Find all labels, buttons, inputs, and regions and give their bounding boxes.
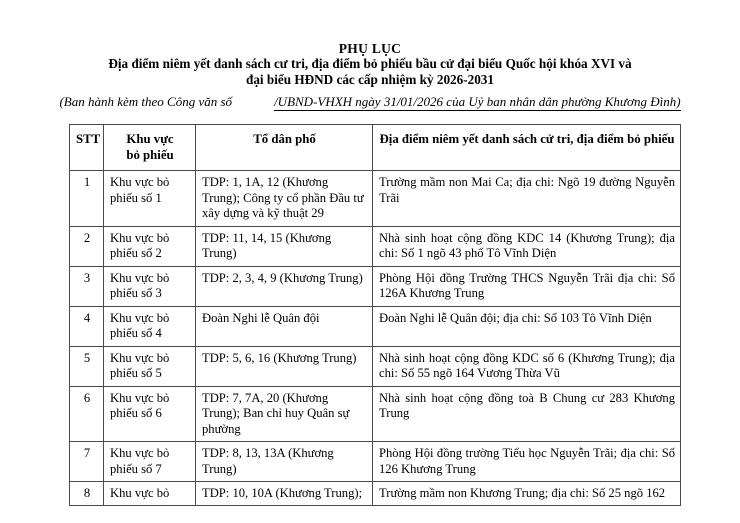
cell-tdp: TDP: 5, 6, 16 (Khương Trung) (196, 346, 373, 386)
table-row (70, 306, 681, 346)
cell-area-line-2: phiếu số 3 (110, 286, 162, 300)
cell-area-line-1: Khu vực bỏ (110, 175, 170, 189)
cell-area (104, 386, 196, 442)
table-header (70, 125, 681, 171)
cell-location: Phòng Hội đồng trường Tiểu học Nguyễn Trãi; địa chi: Số 126 Khương Trung (373, 442, 681, 482)
cell-area (104, 171, 196, 227)
cell-tdp: TDP: 7, 7A, 20 (Khương Trung); Ban chỉ huy Quân sự phường (196, 386, 373, 442)
cell-stt: 4 (70, 306, 104, 346)
appendix-table (69, 124, 681, 506)
cell-area-line-2: phiếu số 5 (110, 366, 162, 380)
cell-area-line-1: Khu vực bỏ (110, 310, 170, 325)
cell-location: Đoàn Nghi lễ Quân đội; địa chi: Số 103 Tô Vĩnh Diện (373, 306, 681, 346)
cell-area-line-1: Khu vực bỏ (110, 390, 170, 405)
column-header-stt: STT (70, 125, 104, 171)
cell-area-line-1: Khu vực bỏ (110, 486, 170, 500)
table-row (70, 442, 681, 482)
document-kicker: PHỤ LỤC (338, 41, 402, 56)
cell-area-line-1: Khu vực bỏ (110, 230, 170, 245)
cell-stt: 8 (70, 482, 104, 506)
cell-tdp: TDP: 1, 1A, 12 (Khương Trung); Công ty cổ phần Đầu tư xây dựng và kỹ thuật 29 (196, 171, 373, 227)
cell-area-line-2: phiếu số 7 (110, 461, 162, 476)
cell-area-line-2: phiếu số 6 (110, 406, 162, 420)
cell-stt: 5 (70, 346, 104, 386)
document-title-line-1: Địa điểm niêm yết danh sách cư tri, địa điểm bỏ phiếu bầu cử đại biểu Quốc hội khóa XVI và (108, 56, 632, 71)
column-header-tdp: Tổ dân phố (196, 125, 373, 171)
cell-tdp: Đoàn Nghi lễ Quân đội (196, 306, 373, 346)
cell-location: Phòng Hội đồng Trường THCS Nguyễn Trãi địa chi: Số 126A Khương Trung (373, 266, 681, 306)
cell-location: Trường mầm non Khương Trung; địa chi: Số 25 ngõ 162 (373, 482, 681, 506)
table-row (70, 386, 681, 442)
cell-stt: 3 (70, 266, 104, 306)
cell-area (104, 266, 196, 306)
document-title-line-2: đại biểu HĐND các cấp nhiệm kỳ 2026-2031 (245, 71, 494, 87)
cell-location: Nhà sinh hoạt cộng đồng KDC 14 (Khương Trung); địa chi: Số 1 ngõ 43 phố Tô Vĩnh Diện (373, 226, 681, 266)
appendix-table-container (0, 124, 740, 506)
cell-location: Trường mầm non Mai Ca; địa chi: Ngõ 19 đường Nguyễn Trãi (373, 171, 681, 227)
cell-area-line-2: phiếu số 4 (110, 326, 162, 340)
cell-area-line-1: Khu vực bỏ (110, 446, 170, 460)
column-header-area-line-1: Khu vực (126, 132, 174, 146)
cell-tdp: TDP: 8, 13, 13A (Khương Trung) (196, 442, 373, 482)
cell-area (104, 306, 196, 346)
table-row (70, 226, 681, 266)
cell-location: Nhà sinh hoạt cộng đồng toà B Chung cư 283 Khương Trung (373, 386, 681, 442)
table-body (70, 171, 681, 506)
issuing-note-suffix: /UBND-VHXH ngày 31/01/2026 của Uỷ ban nhân dân phường Khương Đình) (274, 94, 681, 109)
cell-area (104, 482, 196, 506)
table-header-row (70, 125, 681, 171)
cell-area-line-2: phiếu số 2 (110, 246, 162, 260)
table-row (70, 171, 681, 227)
cell-stt: 7 (70, 442, 104, 482)
cell-tdp: TDP: 2, 3, 4, 9 (Khương Trung) (196, 266, 373, 306)
table-row (70, 266, 681, 306)
cell-area (104, 346, 196, 386)
cell-area-line-1: Khu vực bỏ (110, 350, 170, 365)
table-row (70, 346, 681, 386)
cell-area-line-1: Khu vực bỏ (110, 270, 170, 285)
cell-stt: 1 (70, 171, 104, 227)
column-header-area-line-2: bỏ phiếu (126, 147, 174, 162)
column-header-area (104, 125, 196, 171)
document-heading (0, 0, 740, 110)
issuing-note-prefix: (Ban hành kèm theo Công văn số (59, 94, 233, 109)
cell-area-line-2: phiếu số 1 (110, 190, 162, 205)
cell-stt: 6 (70, 386, 104, 442)
cell-tdp: TDP: 11, 14, 15 (Khương Trung) (196, 226, 373, 266)
cell-location: Nhà sinh hoạt cộng đồng KDC số 6 (Khương Trung); địa chi: Số 55 ngõ 164 Vương Thừa Vũ (373, 346, 681, 386)
table-row (70, 482, 681, 506)
cell-stt: 2 (70, 226, 104, 266)
document-issuing-note (0, 94, 740, 110)
column-header-location: Địa điểm niêm yết danh sách cử tri, địa điểm bỏ phiếu (373, 125, 681, 171)
cell-area (104, 226, 196, 266)
cell-area (104, 442, 196, 482)
cell-tdp: TDP: 10, 10A (Khương Trung); (196, 482, 373, 506)
